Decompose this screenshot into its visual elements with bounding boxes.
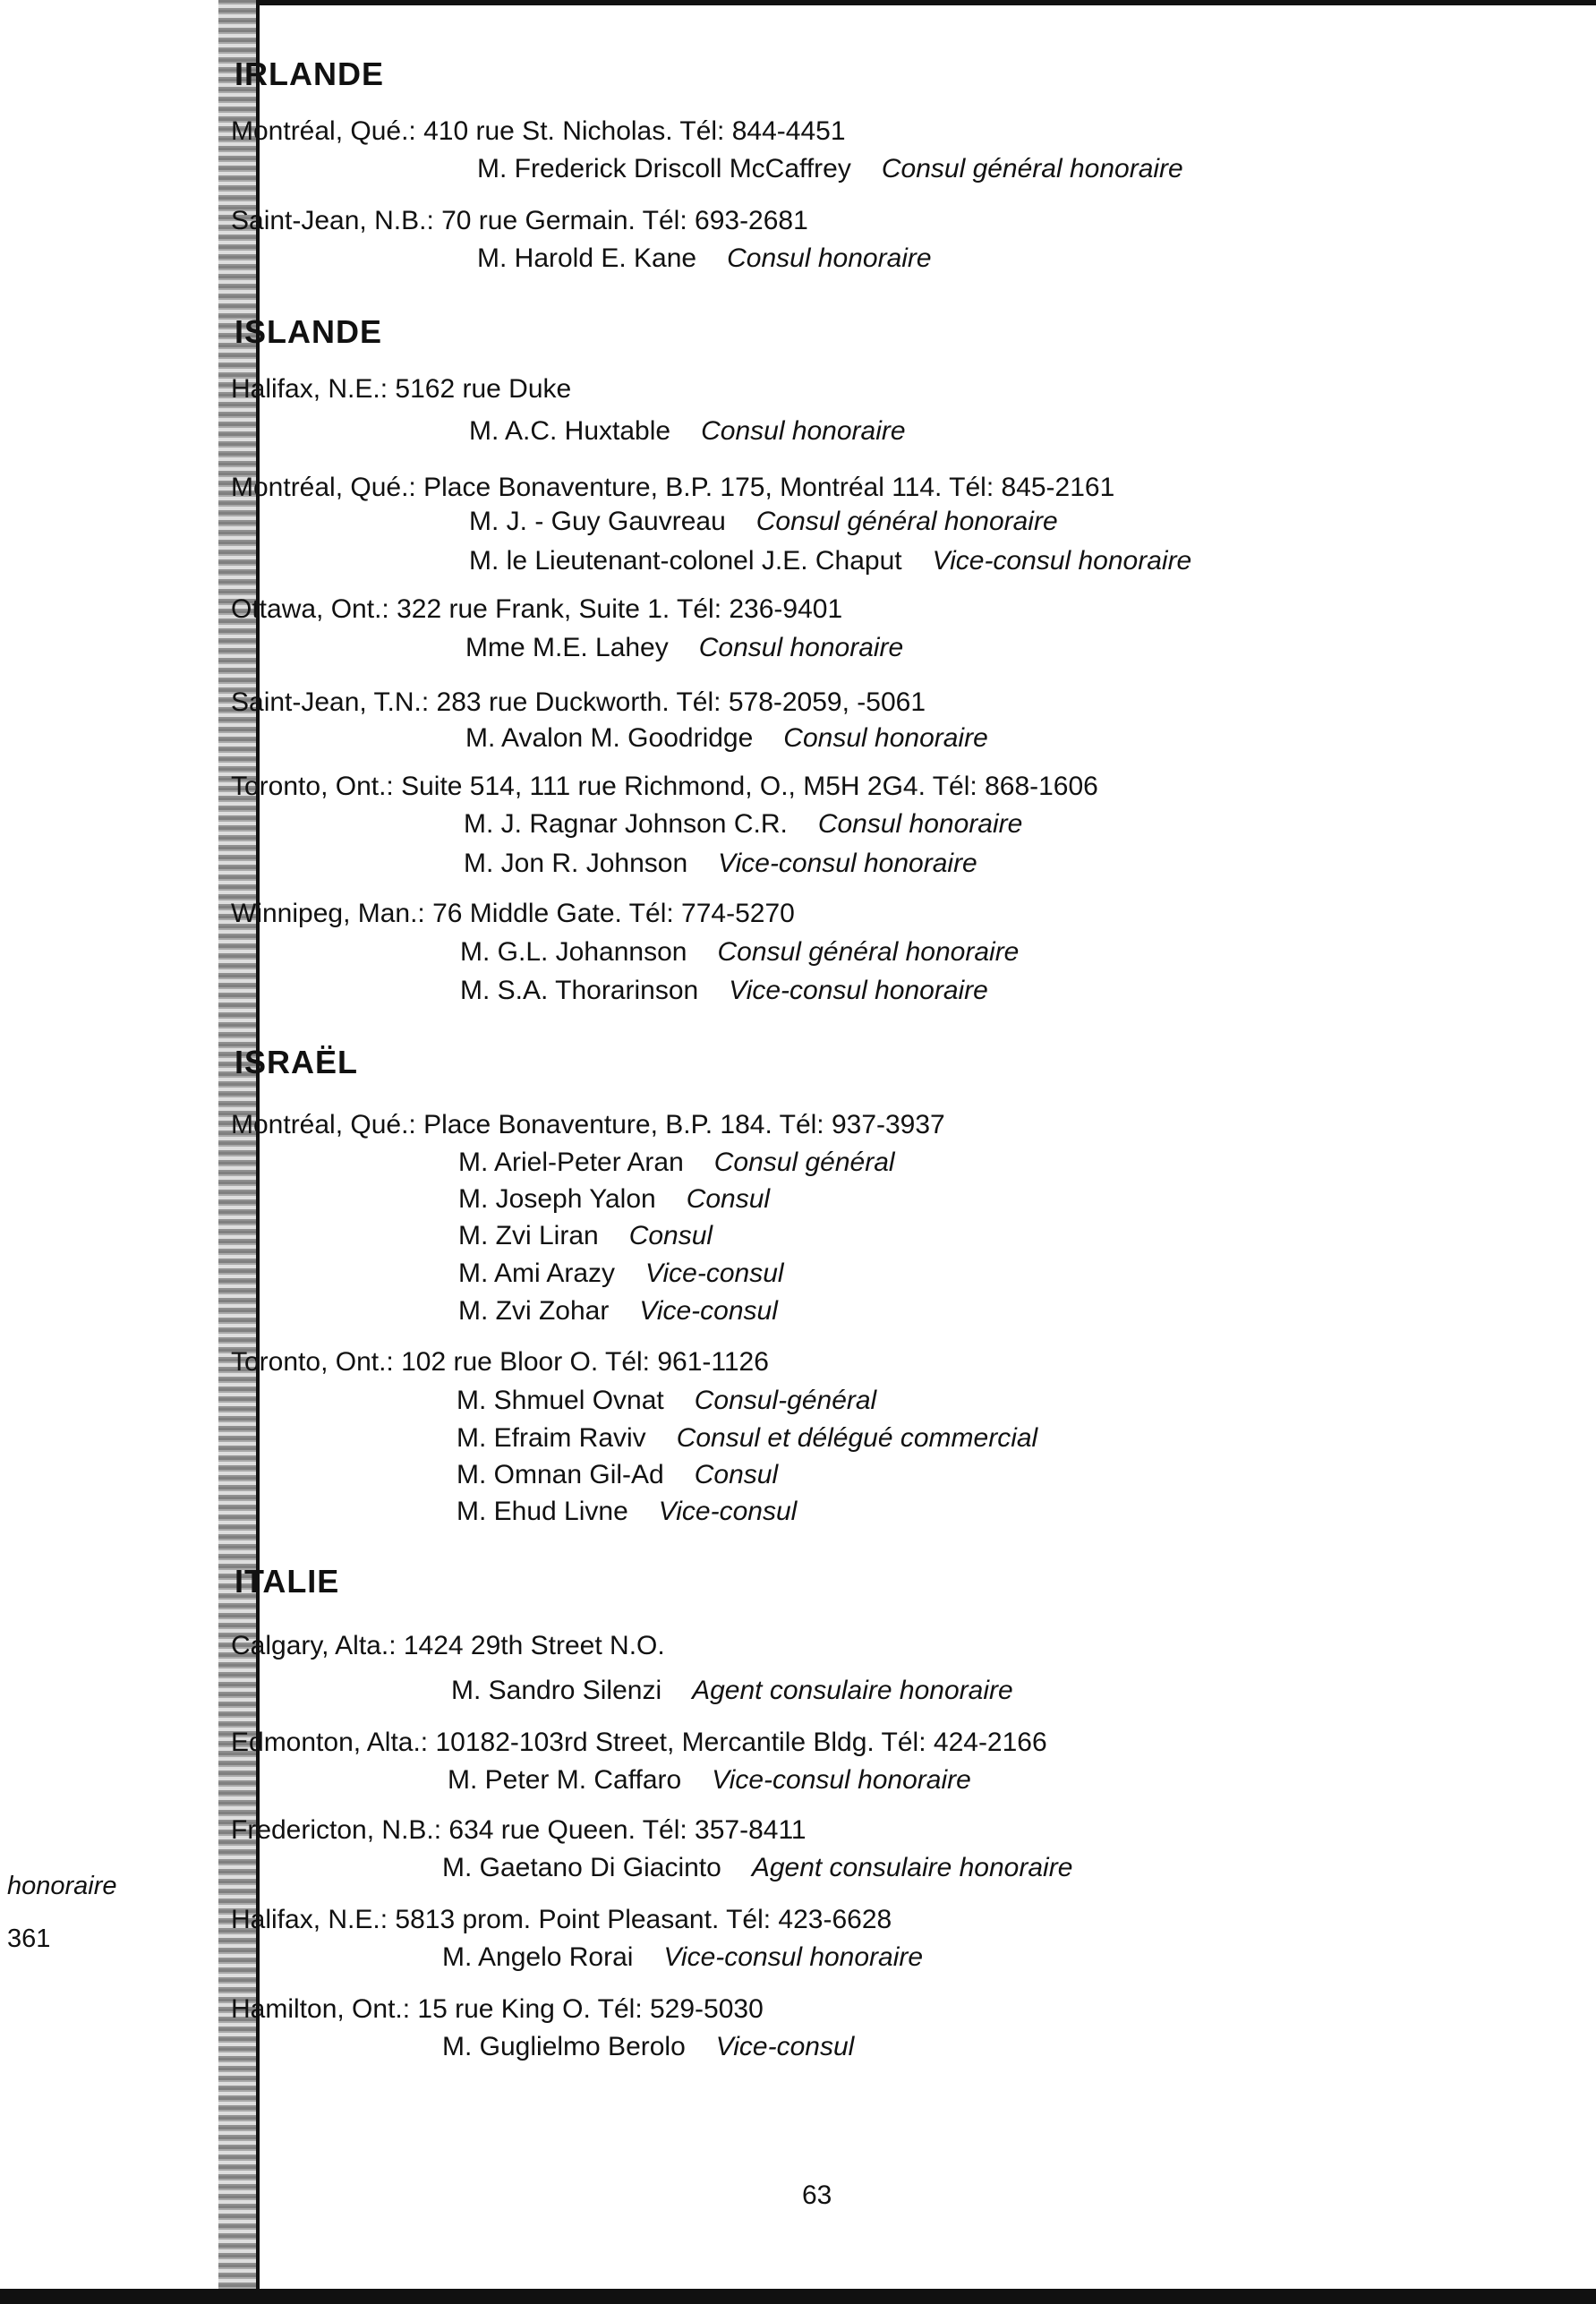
consulate-address: Toronto, Ont.: 102 rue Bloor O. Tél: 961-1126 [231, 1347, 769, 1377]
page-number: 63 [802, 2180, 832, 2210]
consul-title: Consul général honoraire [881, 154, 1183, 183]
consul-title: Consul honoraire [727, 243, 932, 273]
consul-entry [457, 1386, 876, 1416]
consulate-address: Saint-Jean, T.N.: 283 rue Duckworth. Tél: 578-2059, -5061 [231, 687, 926, 717]
consul-entry [458, 1296, 778, 1327]
consul-title: Vice-consul [715, 2032, 855, 2061]
consul-name: M. Efraim Raviv [457, 1423, 646, 1453]
consul-name: M. Ariel-Peter Aran [458, 1148, 684, 1177]
consul-title: Consul général honoraire [717, 937, 1020, 967]
consul-title: Agent consulaire honoraire [692, 1676, 1013, 1705]
consul-title: Vice-consul honoraire [932, 546, 1192, 576]
consul-title: Vice-consul [639, 1296, 778, 1326]
consul-name: M. Ehud Livne [457, 1497, 628, 1526]
consul-entry [464, 809, 1022, 840]
consul-entry [457, 1423, 1037, 1454]
consul-name: M. Shmuel Ovnat [457, 1386, 664, 1415]
consul-title: Vice-consul [645, 1259, 784, 1288]
consul-entry [457, 1497, 797, 1527]
consul-entry [469, 416, 906, 447]
consul-entry [469, 546, 1191, 576]
consul-title: Consul général [713, 1148, 895, 1177]
consulate-address: Calgary, Alta.: 1424 29th Street N.O. [231, 1631, 665, 1660]
consul-entry [460, 937, 1019, 968]
consulate-address: Fredericton, N.B.: 634 rue Queen. Tél: 357-8411 [231, 1815, 807, 1845]
consul-title: Vice-consul honoraire [663, 1942, 924, 1972]
consul-name: M. Zvi Zohar [458, 1296, 610, 1326]
consul-name: M. G.L. Johannson [460, 937, 687, 967]
consul-entry [465, 723, 988, 754]
consul-name: M. Angelo Rorai [442, 1942, 634, 1972]
top-border-line [260, 0, 1596, 5]
consul-entry [448, 1765, 971, 1796]
consulate-address: Edmonton, Alta.: 10182-103rd Street, Mercantile Bldg. Tél: 424-2166 [231, 1728, 1047, 1757]
consul-entry [477, 154, 1183, 184]
consul-title: Vice-consul honoraire [729, 976, 988, 1005]
consul-name: M. Zvi Liran [458, 1221, 599, 1250]
consul-title: Vice-consul honoraire [712, 1765, 971, 1795]
consul-title: Vice-consul [658, 1497, 798, 1526]
consul-name: M. A.C. Huxtable [469, 416, 671, 446]
consul-name: M. S.A. Thorarinson [460, 976, 699, 1005]
consul-name: M. Ami Arazy [458, 1259, 616, 1288]
consul-title: Consul [694, 1460, 779, 1489]
consul-entry [442, 1853, 1072, 1883]
consul-name: M. Joseph Yalon [458, 1184, 656, 1214]
consul-entry [458, 1184, 770, 1215]
consulate-address: Hamilton, Ont.: 15 rue King O. Tél: 529-5030 [231, 1994, 764, 2024]
section-heading: ITALIE [235, 1563, 340, 1600]
margin-fragment: honoraire [7, 1872, 117, 1900]
consul-name: M. Gaetano Di Giacinto [442, 1853, 721, 1882]
consul-name: M. Sandro Silenzi [451, 1676, 662, 1705]
consul-title: Consul honoraire [701, 416, 906, 446]
section-heading: ISLANDE [235, 313, 383, 350]
consul-title: Consul honoraire [698, 633, 904, 662]
consulate-address: Montréal, Qué.: Place Bonaventure, B.P. 184. Tél: 937-3937 [231, 1110, 945, 1139]
consul-name: M. Omnan Gil-Ad [457, 1460, 664, 1489]
consulate-address: Montréal, Qué.: 410 rue St. Nicholas. Tél: 844-4451 [231, 116, 846, 146]
consul-name: M. Harold E. Kane [477, 243, 697, 273]
consul-entry [460, 976, 988, 1006]
consul-name: M. Peter M. Caffaro [448, 1765, 682, 1795]
consul-name: M. J. - Guy Gauvreau [469, 507, 726, 536]
consul-title: Consul honoraire [817, 809, 1023, 839]
consul-entry [458, 1148, 895, 1178]
consulate-address: Toronto, Ont.: Suite 514, 111 rue Richmond, O., M5H 2G4. Tél: 868-1606 [231, 772, 1098, 801]
consul-entry [464, 849, 977, 879]
consul-title: Consul honoraire [783, 723, 988, 753]
consul-entry [458, 1221, 713, 1251]
consul-entry [477, 243, 932, 274]
consul-name: M. J. Ragnar Johnson C.R. [464, 809, 788, 839]
section-heading: IRLANDE [235, 55, 384, 92]
consul-name: M. Jon R. Johnson [464, 849, 688, 878]
bottom-scan-band [0, 2289, 1596, 2304]
margin-fragment: 361 [7, 1924, 51, 1953]
consul-entry [458, 1259, 784, 1289]
consul-title: Agent consulaire honoraire [751, 1853, 1073, 1882]
consulate-address: Winnipeg, Man.: 76 Middle Gate. Tél: 774-5270 [231, 899, 795, 928]
consulate-address: Ottawa, Ont.: 322 rue Frank, Suite 1. Tél: 236-9401 [231, 594, 843, 624]
consul-title: Consul [628, 1221, 713, 1250]
section-heading: ISRAËL [235, 1044, 359, 1080]
consul-entry [451, 1676, 1013, 1706]
consulate-address: Halifax, N.E.: 5813 prom. Point Pleasant. Tél: 423-6628 [231, 1905, 892, 1934]
consulate-address: Halifax, N.E.: 5162 rue Duke [231, 374, 572, 404]
consul-name: M. le Lieutenant-colonel J.E. Chaput [469, 546, 902, 576]
consul-title: Consul général honoraire [755, 507, 1058, 536]
consulate-address: Montréal, Qué.: Place Bonaventure, B.P. 175, Montréal 114. Tél: 845-2161 [231, 473, 1115, 502]
consul-name: M. Frederick Driscoll McCaffrey [477, 154, 851, 183]
consul-entry [457, 1460, 778, 1490]
consulate-address: Saint-Jean, N.B.: 70 rue Germain. Tél: 693-2681 [231, 206, 808, 235]
consul-title: Consul [686, 1184, 771, 1214]
consul-title: Vice-consul honoraire [718, 849, 977, 878]
consul-entry [465, 633, 903, 663]
consul-entry [442, 1942, 923, 1973]
consul-name: M. Avalon M. Goodridge [465, 723, 754, 753]
consul-name: Mme M.E. Lahey [465, 633, 669, 662]
consul-name: M. Guglielmo Berolo [442, 2032, 686, 2061]
consul-title: Consul et délégué commercial [676, 1423, 1038, 1453]
consul-entry [442, 2032, 854, 2062]
consul-entry [469, 507, 1058, 537]
consul-title: Consul-général [694, 1386, 877, 1415]
